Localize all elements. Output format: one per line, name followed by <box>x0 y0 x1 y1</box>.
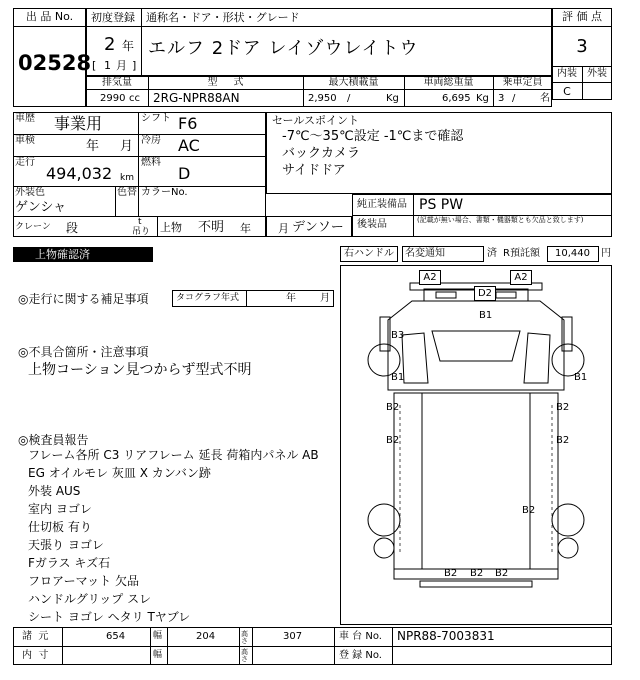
first-reg-month: 1 <box>104 59 111 72</box>
width-label: 幅 <box>153 631 163 641</box>
displacement-label: 排気量 <box>102 77 132 88</box>
history-value: 事業用 <box>54 114 103 133</box>
mark-b1-left: B1 <box>391 372 405 383</box>
inspector-line: フロアーマット 欠品 <box>28 574 139 588</box>
color-value: ゲンシャ <box>15 200 67 215</box>
gross-weight-unit: Kg <box>476 93 489 104</box>
r-dist-value: 10,440 <box>555 248 590 259</box>
inspection-label: 車検 <box>15 135 35 146</box>
inspection-month: 月 <box>120 139 134 154</box>
inspector-line: シート ヨゴレ ヘタリ Tヤブレ <box>28 610 191 624</box>
tacho-year: 年 <box>286 293 296 304</box>
model-code: 2RG-NPR88AN <box>153 91 240 105</box>
grade-value: 3 <box>576 36 588 57</box>
inner-width-label: 幅 <box>153 650 163 660</box>
gross-weight-label: 車両総重量 <box>423 77 474 88</box>
aircon-label: 冷房 <box>141 135 161 146</box>
sales-point-3: サイドドア <box>282 163 346 178</box>
dims-label: 諸 元 <box>22 631 49 642</box>
mark-b1-right: B1 <box>574 372 588 383</box>
yen-label: 円 <box>601 248 611 259</box>
capacity-value: 3 <box>498 93 505 104</box>
color-label: 外装色 <box>15 187 45 198</box>
max-load-label: 最大積載量 <box>328 77 379 88</box>
uplift-label: 上物 <box>160 221 182 234</box>
aftermarket-label: 後装品 <box>357 219 387 230</box>
crane-label: クレーン <box>15 222 51 232</box>
inspector-line: ハンドルグリップ スレ <box>28 592 152 606</box>
shift-label: シフト <box>141 113 171 124</box>
mark-b2-left-2: B2 <box>386 435 400 446</box>
interior-label: 内装 <box>557 68 577 79</box>
name-change: 名変通知 <box>405 248 445 259</box>
fuel-value: D <box>178 164 191 183</box>
capacity-slash: / <box>512 93 516 104</box>
model-name-label: 通称名・ドア・形状・グレード <box>146 11 300 24</box>
height-value: 307 <box>283 631 303 642</box>
crane-lift-top: t <box>138 217 142 227</box>
aircon-value: AC <box>178 136 200 155</box>
first-reg-label: 初度登録 <box>91 11 135 24</box>
mileage-value: 494,032 <box>46 164 113 183</box>
mark-b3: B3 <box>391 330 405 341</box>
tacho-month: 月 <box>320 293 330 304</box>
sales-point-2: バックカメラ <box>282 146 361 161</box>
mark-b2-rear-1: B2 <box>444 568 458 579</box>
shift-value: F6 <box>178 114 198 133</box>
mark-b2-right-1: B2 <box>556 402 570 413</box>
right-hand: 右ハンドル <box>344 248 394 259</box>
chassis-value: NPR88-7003831 <box>397 629 495 643</box>
capacity-unit: 名 <box>540 93 550 104</box>
defect-title: ◎不具合箇所・注意事項 <box>18 345 149 359</box>
mark-b2-left-1: B2 <box>386 402 400 413</box>
color-no-label: カラーNo. <box>141 187 188 198</box>
inner-label: 内 寸 <box>22 650 49 661</box>
mark-a2-left: A2 <box>419 270 441 285</box>
defect-text: 上物コーション見つからず型式不明 <box>28 362 252 378</box>
mark-b2-side: B2 <box>522 505 536 516</box>
first-reg-month-close: ] <box>132 59 137 72</box>
mark-a2-right: A2 <box>510 270 532 285</box>
max-load-unit: Kg <box>386 93 399 104</box>
uplift-month: 月 <box>278 222 289 235</box>
inspection-year: 年 <box>86 139 100 154</box>
color-change-label: 色替 <box>117 187 137 198</box>
fuel-label: 燃料 <box>141 157 161 168</box>
lot-label: 出 品 No. <box>25 10 74 23</box>
max-load-slash: / <box>347 93 351 104</box>
mark-b2-rear-3: B2 <box>495 568 509 579</box>
chassis-label: 車 台 No. <box>339 631 382 642</box>
width-value: 204 <box>196 631 216 642</box>
inspector-line: 室内 ヨゴレ <box>28 502 92 516</box>
inspector-line: 天張り ヨゴレ <box>28 538 104 552</box>
crane-lift-bottom: 吊り <box>132 227 151 237</box>
interior-value: C <box>563 85 571 98</box>
tacho-label: タコグラフ年式 <box>176 293 240 303</box>
first-reg-month-open: [ <box>92 59 97 72</box>
inspector-title: ◎検査員報告 <box>18 433 89 447</box>
year-unit: 年 <box>122 39 135 53</box>
history-label: 車歴 <box>15 113 35 124</box>
uplift-value: 不明 <box>198 220 225 235</box>
genuine-value: PS PW <box>419 197 464 213</box>
uplift-year: 年 <box>240 222 251 235</box>
genuine-label: 純正装備品 <box>357 199 407 210</box>
reg-label: 登 録 No. <box>339 650 382 661</box>
sales-point-1: -7℃〜35℃設定 -1℃まで確認 <box>282 129 464 144</box>
sales-points-label: セールスポイント <box>272 114 360 127</box>
model-code-label: 型 式 <box>207 77 244 88</box>
crane-stage: 段 <box>66 221 79 235</box>
inner-height-label: 高さ <box>241 648 248 663</box>
capacity-label: 乗車定員 <box>502 77 543 88</box>
inspector-line: 外装 AUS <box>28 484 81 498</box>
uplift-check-badge: 上物確認済 <box>13 247 153 262</box>
uplift-maker: デンソー <box>292 220 344 235</box>
inspector-line: 仕切板 有り <box>28 520 92 534</box>
model-name: エルフ 2ドア レイゾウレイトウ <box>148 38 419 59</box>
max-load: 2,950 <box>308 93 337 104</box>
inspector-line: フレーム各所 C3 リアフレーム 延長 荷箱内パネル AB <box>28 448 319 462</box>
height-label: 高さ <box>241 630 248 645</box>
inspector-line: EG オイルモレ 灰皿 X カンバン跡 <box>28 466 211 480</box>
length-value: 654 <box>106 631 126 642</box>
r-dist-label: R預託額 <box>503 248 540 259</box>
grade-label: 評 価 点 <box>562 10 602 23</box>
exterior-label: 外装 <box>587 68 607 79</box>
gross-weight: 6,695 <box>442 93 471 104</box>
mark-b2-rear-2: B2 <box>470 568 484 579</box>
lot-number: 02528 <box>18 51 92 75</box>
mark-b2-right-2: B2 <box>556 435 570 446</box>
first-reg-year: 2 <box>104 34 116 55</box>
supplement-title: ◎走行に関する補足事項 <box>18 292 149 306</box>
mileage-label: 走行 <box>15 157 35 168</box>
mark-b1-top: B1 <box>479 310 493 321</box>
month-unit: 月 <box>116 59 127 72</box>
mark-d2: D2 <box>474 286 496 301</box>
ryo-label: 済 <box>487 248 497 259</box>
inspector-line: Fガラス キズ石 <box>28 556 111 570</box>
mileage-unit: km <box>120 173 134 183</box>
aftermarket-note: (記載が無い場合、書類・機器類とも欠品と致します) <box>417 216 584 224</box>
displacement-value: 2990 <box>100 93 126 104</box>
displacement-unit: cc <box>129 93 140 104</box>
